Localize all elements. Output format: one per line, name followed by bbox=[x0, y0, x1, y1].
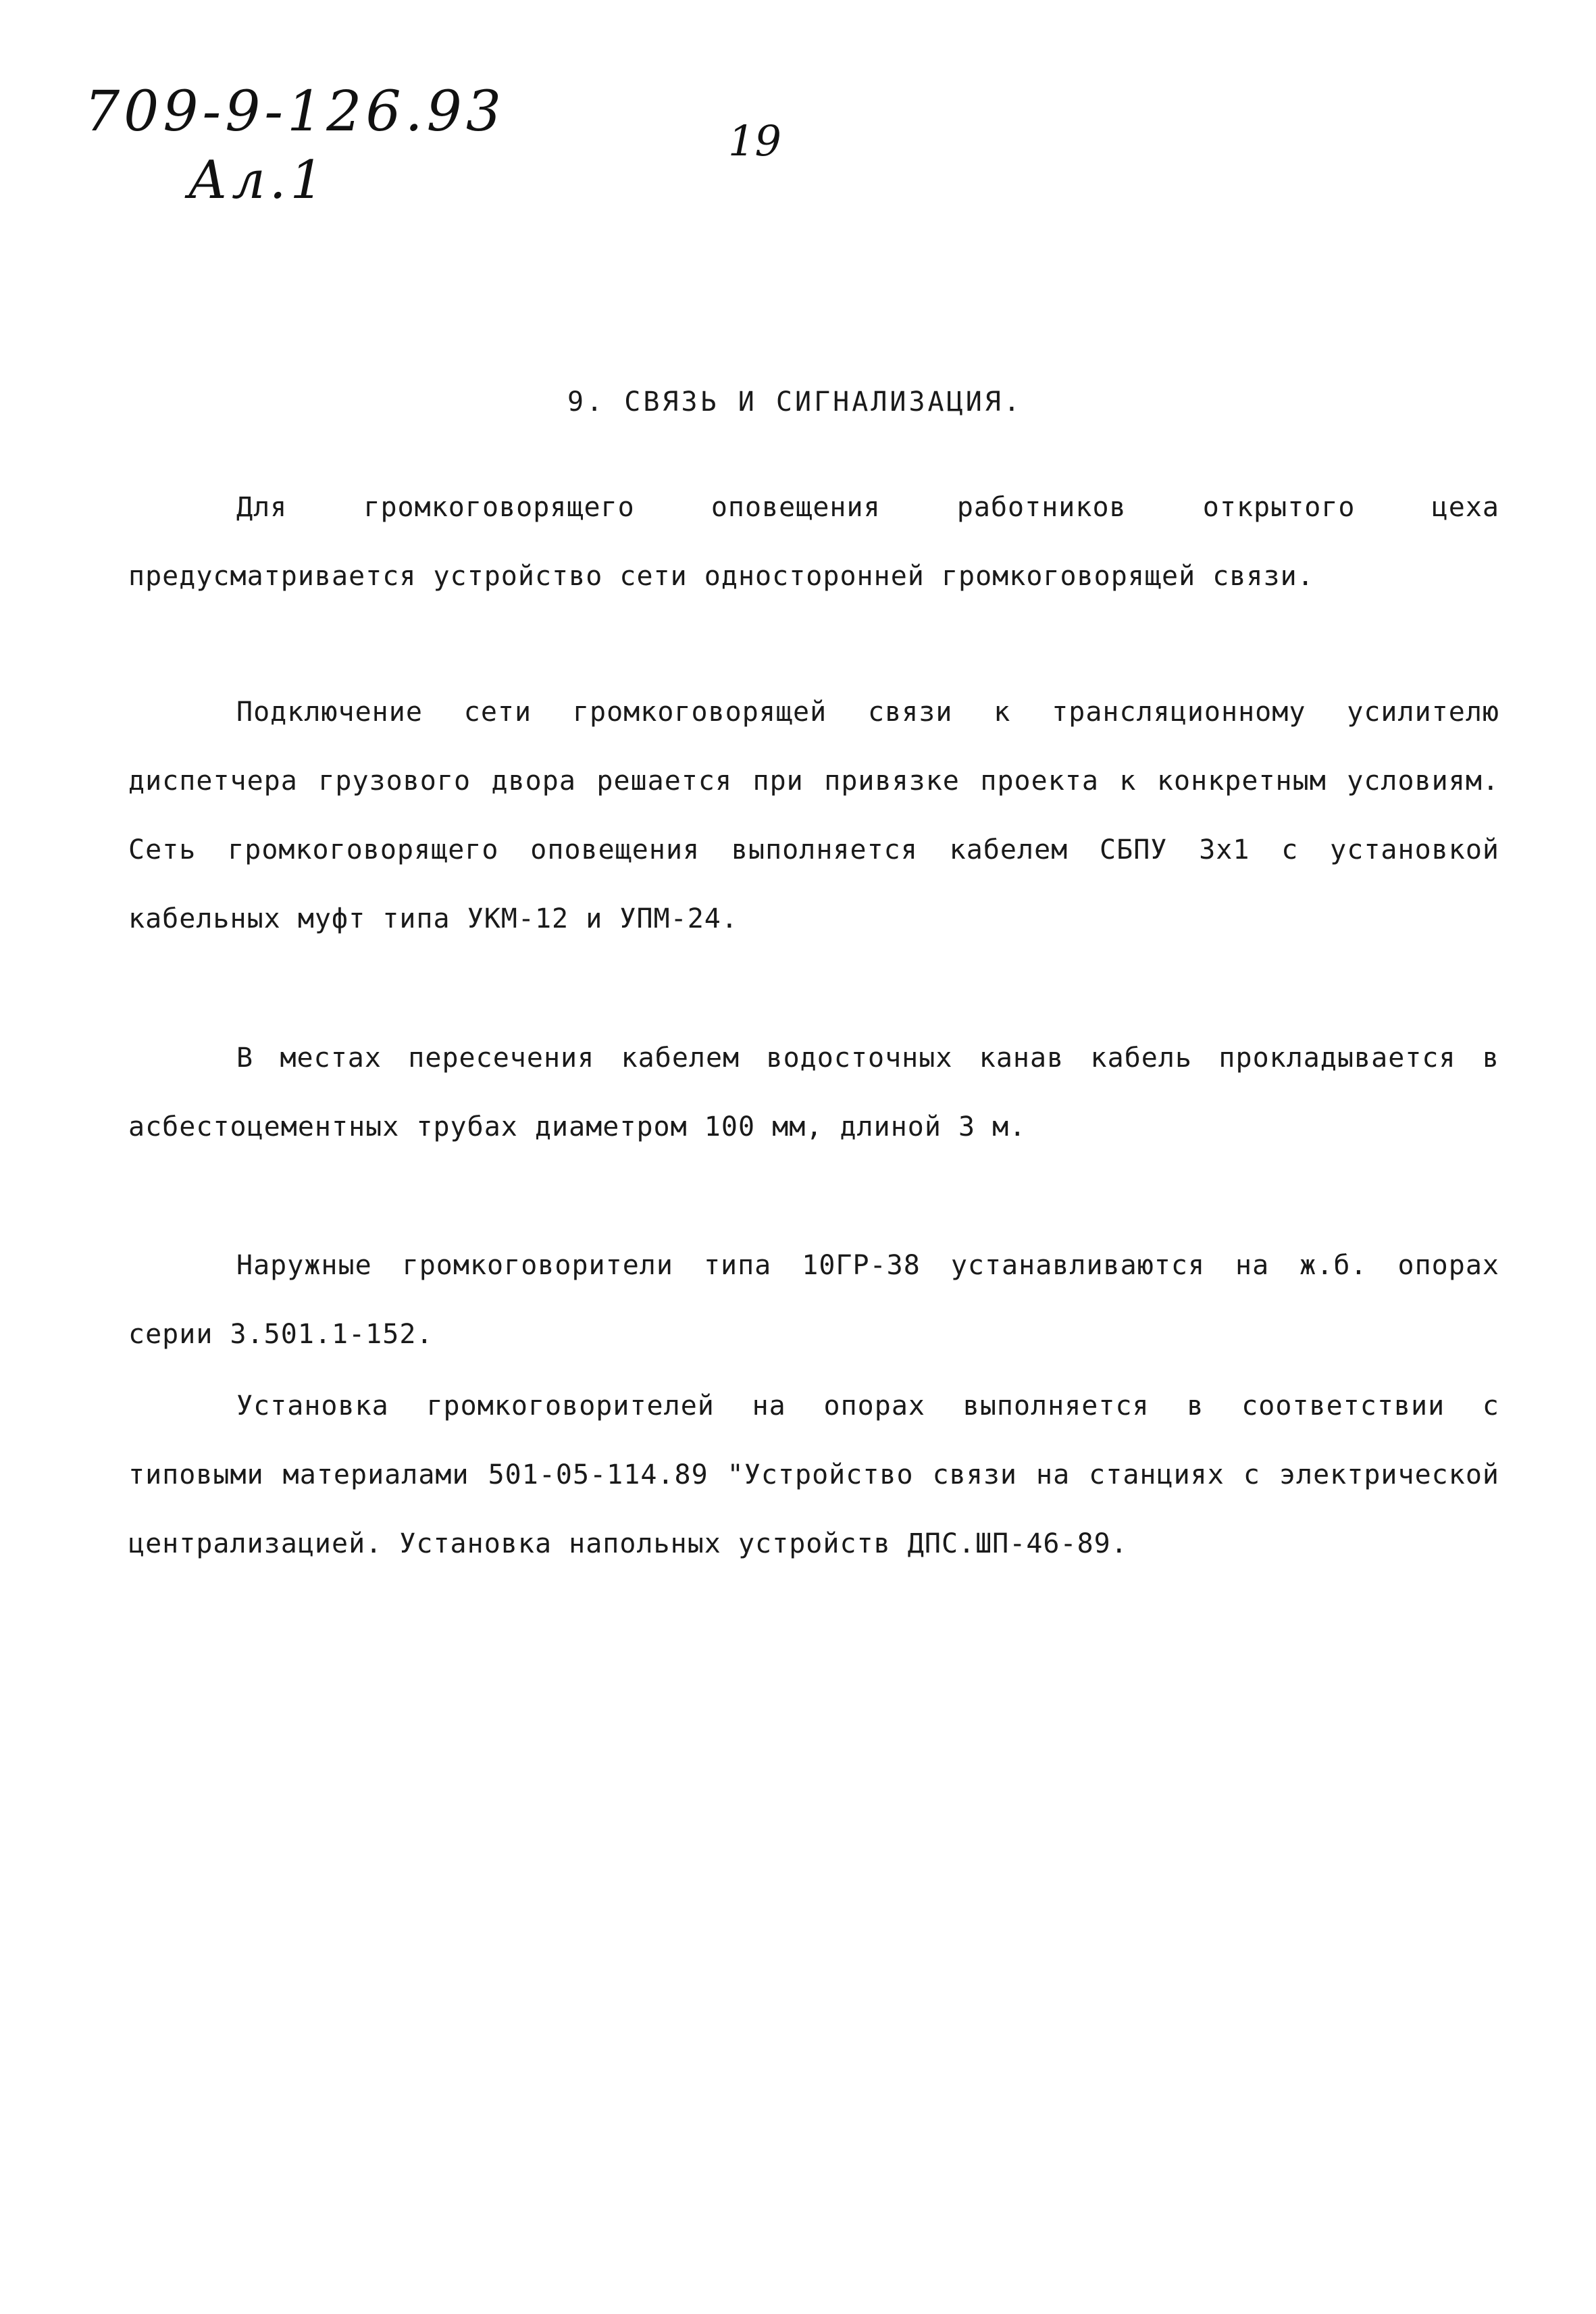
paragraph-cable-crossing: В местах пересечения кабелем водосточных канав кабель прокладывается в асбестоцементных трубах диаметром 100 мм, длиной 3 м. bbox=[128, 1042, 1499, 1142]
paragraph-outdoor-loudspeakers: Наружные громкоговорители типа 10ГР-38 устанавливаются на ж.б. опорах серии 3.501.1-152. bbox=[128, 1250, 1499, 1350]
paragraph-network-connection: Подключение сети громкоговорящей связи к трансляционному усилителю диспетчера грузового двора решается при привязке проекта к конкретным условиям. Сеть громкоговорящего оповещения выполняется кабелем СБПУ 3х1 с установкой кабельных муфт типа УКМ-12 и УПМ-24. bbox=[128, 697, 1499, 934]
paragraph-installation-standards: Установка громкоговорителей на опорах выполняется в соответствии с типовыми материалами 501-05-114.89 "Устройство связи на станциях с электрической централизацией. Установка напольных устройств ДПС.ШП-46-89. bbox=[128, 1390, 1499, 1559]
album-number-handwritten: Ал.1 bbox=[188, 150, 328, 211]
page-number: 19 bbox=[728, 116, 781, 166]
section-heading: 9. СВЯЗЬ И СИГНАЛИЗАЦИЯ. bbox=[567, 386, 1023, 418]
document-code-handwritten: 709-9-126.93 bbox=[84, 80, 506, 144]
paragraph-loudspeaker-notification: Для громкоговорящего оповещения работников открытого цеха предусматривается устройство сети односторонней громкоговорящей связи. bbox=[128, 492, 1499, 592]
